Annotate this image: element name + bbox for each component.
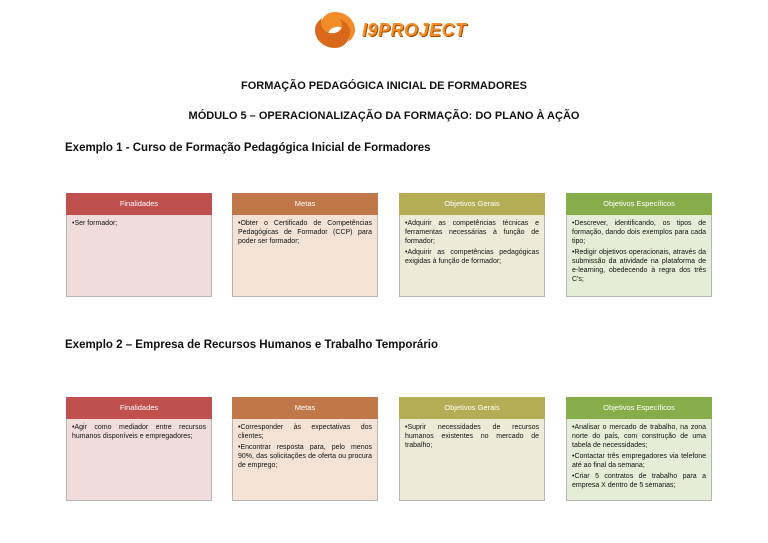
list-item: •Adquirir as competências pedagógicas exigidas à função de formador; xyxy=(405,249,539,265)
list-item: •Obter o Certificado de Competências Pedagógicas de Formador (CCP) para poder ser formador; xyxy=(238,220,372,245)
box-body xyxy=(566,419,712,501)
example1-finalidades-box xyxy=(66,193,212,297)
list-item: •Agir como mediador entre recursos humanos disponíveis e empregadores; xyxy=(72,424,206,440)
example2-objetivos-especificos-box xyxy=(566,397,712,501)
box-header: Metas xyxy=(232,193,378,215)
example1-metas-box xyxy=(232,193,378,297)
example2-metas-box xyxy=(232,397,378,501)
list-item: •Corresponder às expectativas dos clientes; xyxy=(238,424,372,440)
list-item: •Ser formador; xyxy=(72,220,118,227)
example2-heading: Exemplo 2 – Empresa de Recursos Humanos e Trabalho Temporário xyxy=(65,339,439,351)
example2-objetivos-gerais-box xyxy=(399,397,545,501)
box-header: Objetivos Específicos xyxy=(566,397,712,419)
page-title: FORMAÇÃO PEDAGÓGICA INICIAL DE FORMADORES xyxy=(240,80,527,92)
list-item: •Analisar o mercado de trabalho, na zona norte do país, com construção de uma tabela de necessidades; xyxy=(572,424,706,449)
list-item: •Criar 5 contratos de trabalho para a empresa X dentro de 5 semanas; xyxy=(572,473,706,489)
box-body xyxy=(566,215,712,297)
box-body xyxy=(399,215,545,297)
box-body xyxy=(232,419,378,501)
box-body xyxy=(232,215,378,297)
list-item: •Suprir necessidades de recursos humanos existentes no mercado de trabalho; xyxy=(405,424,539,449)
box-body xyxy=(399,419,545,501)
logo-text: I9PROJECT xyxy=(362,19,467,40)
example1-objetivos-especificos-box xyxy=(566,193,712,297)
list-item: •Contactar três empregadores via telefone até ao final da semana; xyxy=(572,453,706,469)
example1-objetivos-gerais-box xyxy=(399,193,545,297)
list-item: •Redigir objetivos operacionais, através da submissão da atividade na plataforma de e-learning, obedecendo à regra dos três C's; xyxy=(572,249,706,283)
example1-heading: Exemplo 1 - Curso de Formação Pedagógica Inicial de Formadores xyxy=(65,142,431,154)
list-item: •Encontrar resposta para, pelo menos 90%, das solicitações de oferta ou procura de emprego; xyxy=(238,444,372,469)
logo-swirl-icon xyxy=(312,9,358,51)
box-header: Finalidades xyxy=(66,397,212,419)
logo xyxy=(312,8,467,52)
box-header: Objetivos Gerais xyxy=(399,397,545,419)
module-title: MÓDULO 5 – OPERACIONALIZAÇÃO DA FORMAÇÃO: DO PLANO À AÇÃO xyxy=(188,110,580,122)
box-header: Metas xyxy=(232,397,378,419)
list-item: •Descrever, identificando, os tipos de formação, dando dois exemplos para cada tipo; xyxy=(572,220,706,245)
box-header: Objetivos Gerais xyxy=(399,193,545,215)
box-body xyxy=(66,215,212,297)
example2-finalidades-box xyxy=(66,397,212,501)
list-item: •Adquirir as competências técnicas e ferramentas necessárias à função de formador; xyxy=(405,220,539,245)
box-header: Finalidades xyxy=(66,193,212,215)
box-body xyxy=(66,419,212,501)
box-header: Objetivos Específicos xyxy=(566,193,712,215)
